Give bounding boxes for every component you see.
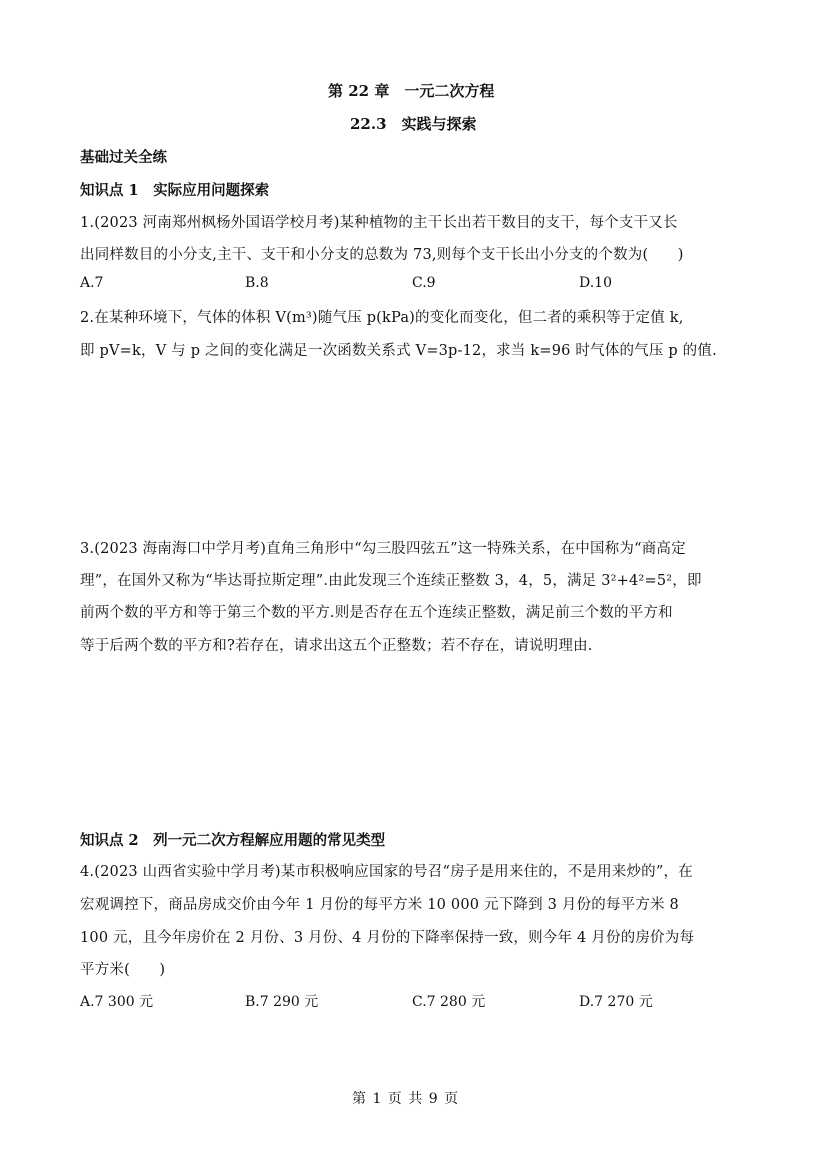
q3-line-3: 前两个数的平方和等于第三个数的平方.则是否存在五个连续正整数，满足前三个数的平方和 [80,605,673,621]
q3-line-2: 理”，在国外又称为“毕达哥拉斯定理”.由此发现三个连续正整数 3，4，5，满足 3²+4²=5²，即 [80,573,702,589]
q4-option-b: B.7 290 元 [245,994,319,1010]
q4-line-1: 4.(2023 山西省实验中学月考)某市积极响应国家的号召“房子是用来住的，不是用来炒的”，在 [80,864,693,880]
q2-line-1: 2.在某种环境下，气体的体积 V(m³)随气压 p(kPa)的变化而变化，但二者的乘积等于定值 k, [80,310,684,326]
q1-option-a: A.7 [80,275,104,291]
page-footer: 第 1 页 共 9 页 [352,1091,460,1107]
section-title: 22.3 实践与探索 [350,115,477,133]
q3-line-4: 等于后两个数的平方和?若存在，请求出这五个正整数；若不存在，请说明理由. [80,638,593,654]
group-heading: 基础过关全练 [80,149,167,166]
q1-line-1: 1.(2023 河南郑州枫杨外国语学校月考)某种植物的主干长出若干数目的支干，每个支干又长 [80,215,678,231]
q1-option-d: D.10 [579,275,612,291]
chapter-title: 第 22 章 一元二次方程 [328,82,495,100]
q4-line-3: 100 元，且今年房价在 2 月份、3 月份、4 月份的下降率保持一致，则今年 4 月份的房价为每 [80,930,695,946]
q1-option-c: C.9 [412,275,436,291]
knowledge-point-1-heading: 知识点 1 实际应用问题探索 [80,182,270,199]
q4-option-c: C.7 280 元 [412,994,486,1010]
q4-option-d: D.7 270 元 [579,994,653,1010]
q4-line-2: 宏观调控下，商品房成交价由今年 1 月份的每平方米 10 000 元下降到 3 月份的每平方米 8 [80,897,679,913]
q3-line-1: 3.(2023 海南海口中学月考)直角三角形中“勾三股四弦五”这一特殊关系，在中国称为“商高定 [80,541,686,557]
q1-option-b: B.8 [245,275,269,291]
q2-line-2: 即 pV=k，V 与 p 之间的变化满足一次函数关系式 V=3p-12，求当 k=96 时气体的气压 p 的值. [80,343,717,359]
q4-option-a: A.7 300 元 [80,994,154,1010]
knowledge-point-2-heading: 知识点 2 列一元二次方程解应用题的常见类型 [80,832,386,849]
q1-line-2: 出同样数目的小分支,主干、支干和小分支的总数为 73,则每个支干长出小分支的个数为( ) [80,247,684,263]
q4-line-4: 平方米( ) [80,962,166,978]
